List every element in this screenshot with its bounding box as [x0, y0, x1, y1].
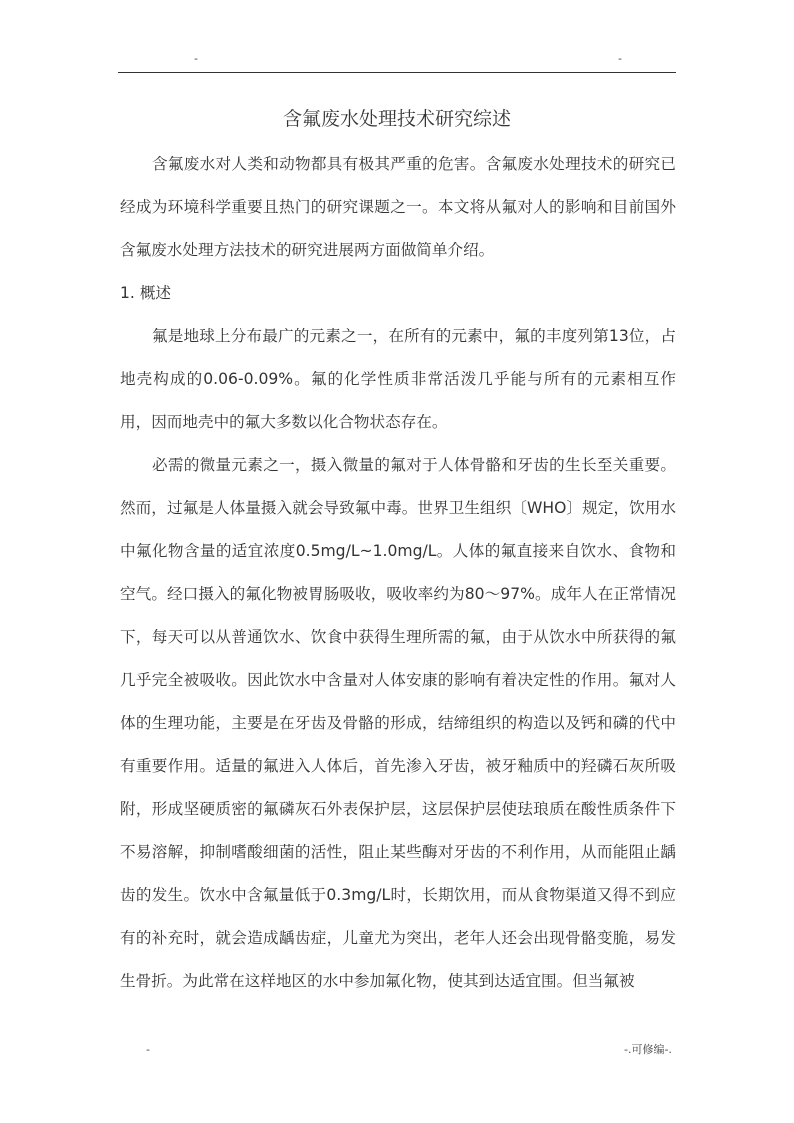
body-paragraph-2: 必需的微量元素之一，摄入微量的氟对于人体骨骼和牙齿的生长至关重要。然而，过氟是人体量摄入就会导致氟中毒。世界卫生组织〔WHO〕规定，饮用水中氟化物含量的适宜浓度0.5mg/L~1.0mg/L。人体的氟直接来自饮水、食物和空气。经口摄入的氟化物被胃肠吸收，吸收率约为80～97%。成年人在正常情况下，每天可以从普通饮水、饮食中获得生理所需的氟，由于从饮水中所获得的氟几乎完全被吸收。因此饮水中含量对人体安康的影响有着决定性的作用。氟对人体的生理功能，主要是在牙齿及骨骼的形成，结缔组织的构造以及钙和磷的代中有重要作用。适量的氟进入人体后，首先渗入牙齿，被牙釉质中的羟磷石灰所吸附，形成坚硬质密的氟磷灰石外表保护层，这层保护层使珐琅质在酸性质条件下不易溶解，抑制嗜酸细菌的活性，阻止某些酶对牙齿的不利作用，从而能阻止龋齿的发生。饮水中含氟量低于0.3mg/L时，长期饮用，而从食物渠道又得不到应有的补充时，就会造成龋齿症，儿童尤为突出，老年人还会出现骨骼变脆，易发生骨折。为此常在这样地区的水中参加氟化物，使其到达适宜围。但当氟被 — [120, 456, 676, 990]
intro-paragraph: 含氟废水对人类和动物都具有极其严重的危害。含氟废水处理技术的研究已经成为环境科学重要且热门的研究课题之一。本文将从氟对人的影响和目前国外含氟废水处理方法技术的研究进展两方面做简单介绍。 — [120, 155, 676, 259]
document-body — [120, 143, 676, 1003]
body-paragraph-1: 氟是地球上分布最广的元素之一，在所有的元素中，氟的丰度列第13位，占地壳构成的0.06-0.09%。氟的化学性质非常活泼几乎能与所有的元素相互作用，因而地壳中的氟大多数以化合物状态存在。 — [120, 327, 676, 431]
section-heading: 1. 概述 — [120, 284, 172, 302]
footer-right-mark: -.可修编-. — [624, 1043, 672, 1056]
header-left-mark: - — [194, 52, 198, 65]
footer-left-mark: - — [146, 1043, 150, 1056]
header-right-mark: - — [618, 52, 622, 65]
header-divider — [118, 72, 676, 73]
document-title: 含氟废水处理技术研究综述 — [282, 108, 511, 130]
